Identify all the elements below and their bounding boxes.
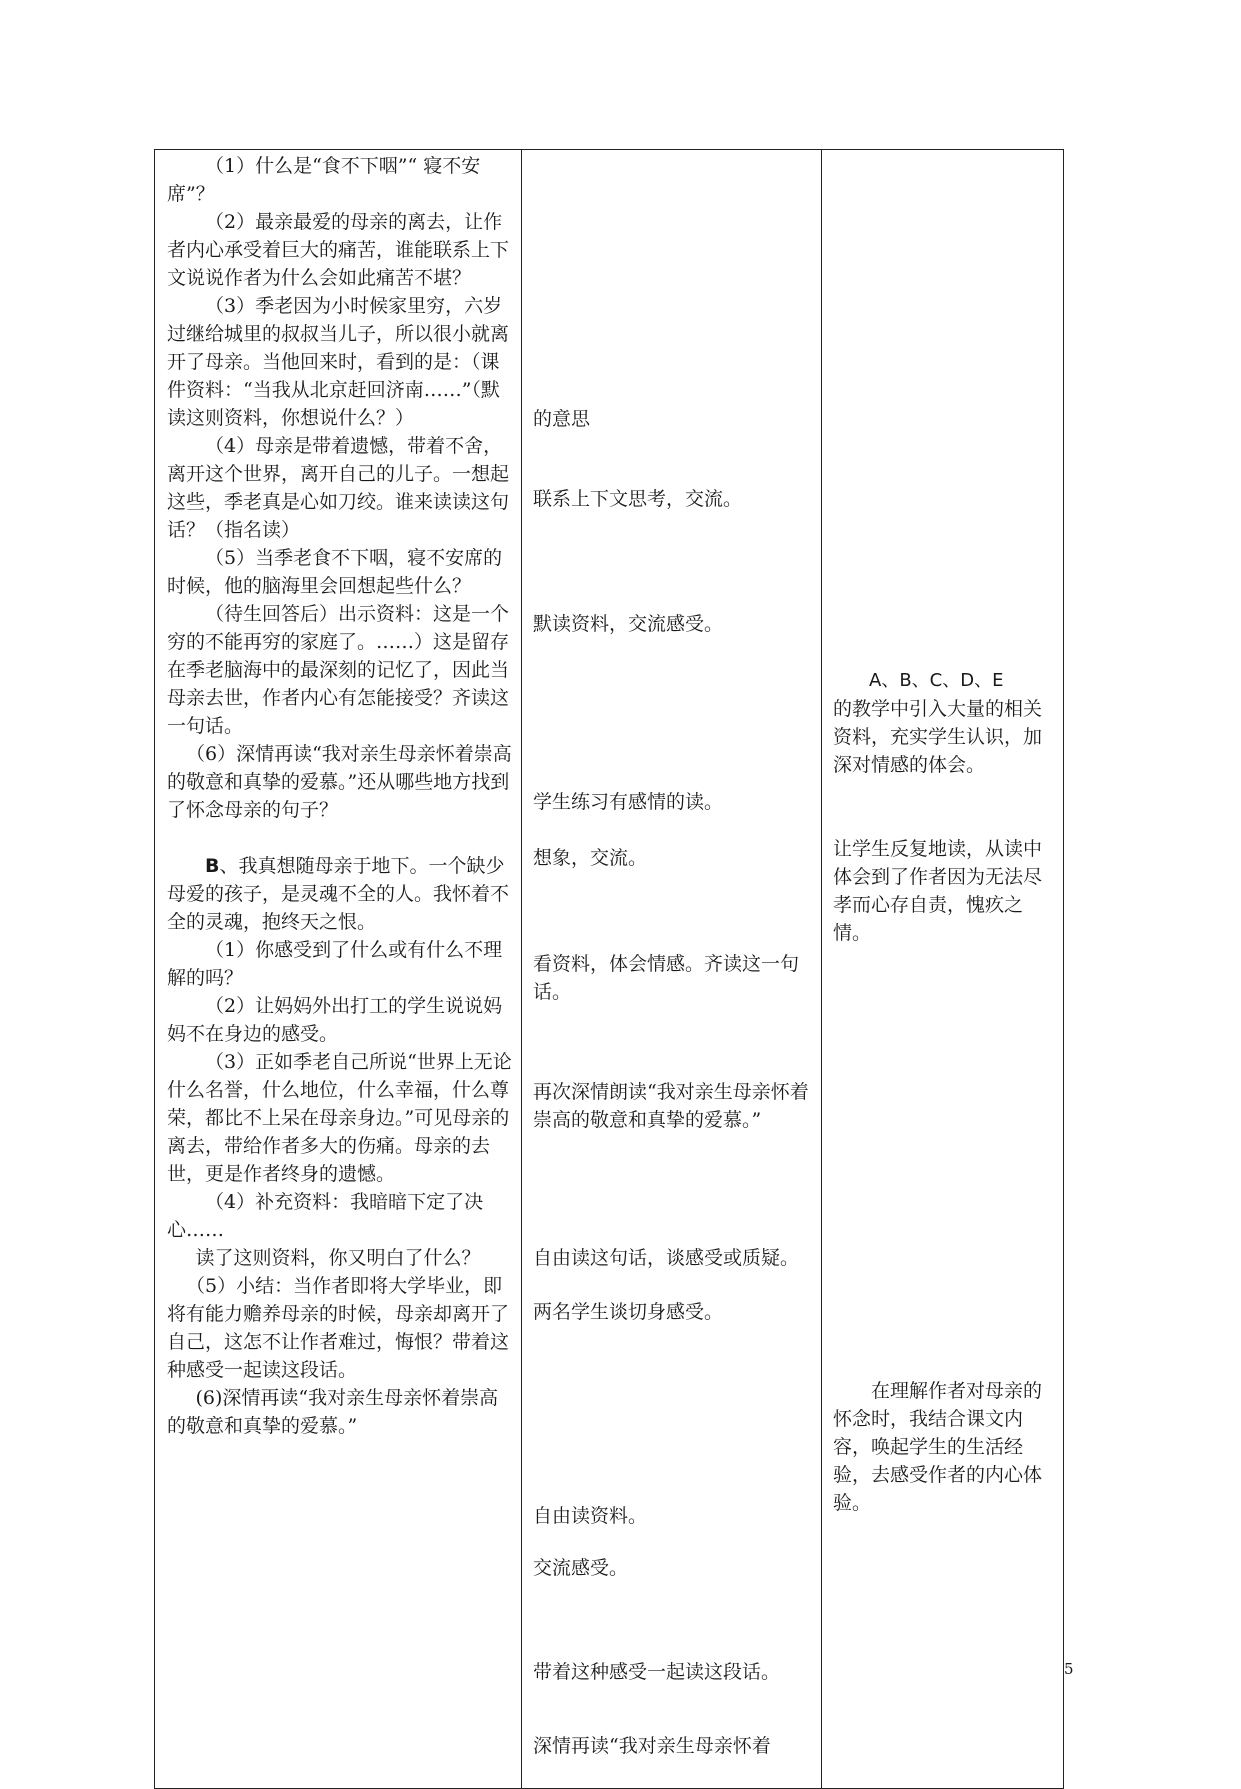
design-intent-2: 让学生反复地读，从读中体会到了作者因为无法尽孝而心存自责，愧疚之情。 <box>833 838 1043 944</box>
question-2: （2）最亲最爱的母亲的离去，让作者内心承受着巨大的痛苦，谁能联系上下文说说作者为什么会如此痛苦不堪？ <box>167 211 510 289</box>
design-intent-3: 在理解作者对母亲的怀念时，我结合课文内容，唤起学生的生活经验，去感受作者的内心体验。 <box>833 1380 1043 1514</box>
student-activity-8: 自由读这句话，谈感受或质疑。 <box>533 1247 800 1269</box>
student-activity-column <box>533 150 819 1788</box>
student-activity-9: 两名学生谈切身感受。 <box>533 1301 724 1323</box>
page-number: 5 <box>1064 1660 1074 1678</box>
teacher-activity-column <box>167 152 515 1440</box>
student-activity-7: 再次深情朗读“我对亲生母亲怀着崇高的敬意和真挚的爱慕。” <box>533 1081 809 1131</box>
section-b-label: B <box>205 855 220 877</box>
design-intent-1-text: 的教学中引入大量的相关资料，充实学生认识，加深对情感的体会。 <box>833 698 1043 776</box>
design-intent-1 <box>833 667 1055 779</box>
question-b3: （3）正如季老自己所说“世界上无论什么名誉，什么地位，什么幸福，什么尊荣，都比不上呆在母亲身边。”可见母亲的离去，带给作者多大的伤痛。母亲的去世，更是作者终身的遗憾。 <box>167 1051 512 1185</box>
question-b4: （4）补充资料：我暗暗下定了决心…… <box>167 1191 484 1241</box>
student-activity-13: 深情再读“我对亲生母亲怀着 <box>533 1735 771 1757</box>
question-b1: （1）你感受到了什么或有什么不理解的吗？ <box>167 939 503 989</box>
student-activity-1: 的意思 <box>533 408 591 430</box>
student-activity-2: 联系上下文思考，交流。 <box>533 488 743 510</box>
student-activity-10: 自由读资料。 <box>533 1505 648 1527</box>
question-5: （5）当季老食不下咽，寝不安席的时候，他的脑海里会回想起些什么？ <box>167 547 503 597</box>
question-4: （4）母亲是带着遗憾，带着不舍，离开这个世界，离开自己的儿子。一想起这些，季老真是心如刀绞。谁来读读这句话？（指名读） <box>167 435 510 541</box>
section-b-text: 、我真想随母亲于地下。一个缺少母爱的孩子，是灵魂不全的人。我怀着不全的灵魂，抱终天之恨。 <box>167 855 510 933</box>
lesson-plan-table <box>154 149 1064 1789</box>
question-b2: （2）让妈妈外出打工的学生说说妈妈不在身边的感受。 <box>167 995 503 1045</box>
question-6: （6）深情再读“我对亲生母亲怀着崇高的敬意和真挚的爱慕。”还从哪些地方找到了怀念母亲的句子？ <box>167 743 512 821</box>
question-1: （1）什么是“食不下咽”“ 寝不安席”？ <box>167 155 481 205</box>
column-divider <box>821 150 822 1788</box>
question-b4-followup: 读了这则资料，你又明白了什么？ <box>195 1247 481 1269</box>
column-divider <box>521 150 522 1788</box>
question-b6: (6)深情再读“我对亲生母亲怀着崇高的敬意和真挚的爱慕。” <box>167 1387 499 1437</box>
design-intent-column <box>833 150 1055 1788</box>
student-activity-3: 默读资料，交流感受。 <box>533 613 724 635</box>
section-b <box>167 852 515 936</box>
question-5-material: （待生回答后）出示资料：这是一个穷的不能再穷的家庭了。……）这是留存在季老脑海中的最深刻的记忆了，因此当母亲去世，作者内心有怎能接受？齐读这一句话。 <box>167 603 510 737</box>
section-letters: A、B、C、D、E <box>869 670 1004 691</box>
student-activity-6: 看资料，体会情感。齐读这一句话。 <box>533 953 800 1003</box>
student-activity-11: 交流感受。 <box>533 1557 629 1579</box>
student-activity-4: 学生练习有感情的读。 <box>533 791 724 813</box>
question-b5: （5）小结：当作者即将大学毕业，即将有能力赡养母亲的时候，母亲却离开了自己，这怎不让作者难过，悔恨？带着这种感受一起读这段话。 <box>167 1275 510 1381</box>
student-activity-12: 带着这种感受一起读这段话。 <box>533 1661 781 1683</box>
spacer <box>167 824 515 852</box>
question-3: （3）季老因为小时候家里穷，六岁过继给城里的叔叔当儿子，所以很小就离开了母亲。当他回来时，看到的是：（课件资料：“当我从北京赶回济南……”（默读这则资料，你想说什么？） <box>167 295 510 429</box>
student-activity-5: 想象，交流。 <box>533 847 648 869</box>
